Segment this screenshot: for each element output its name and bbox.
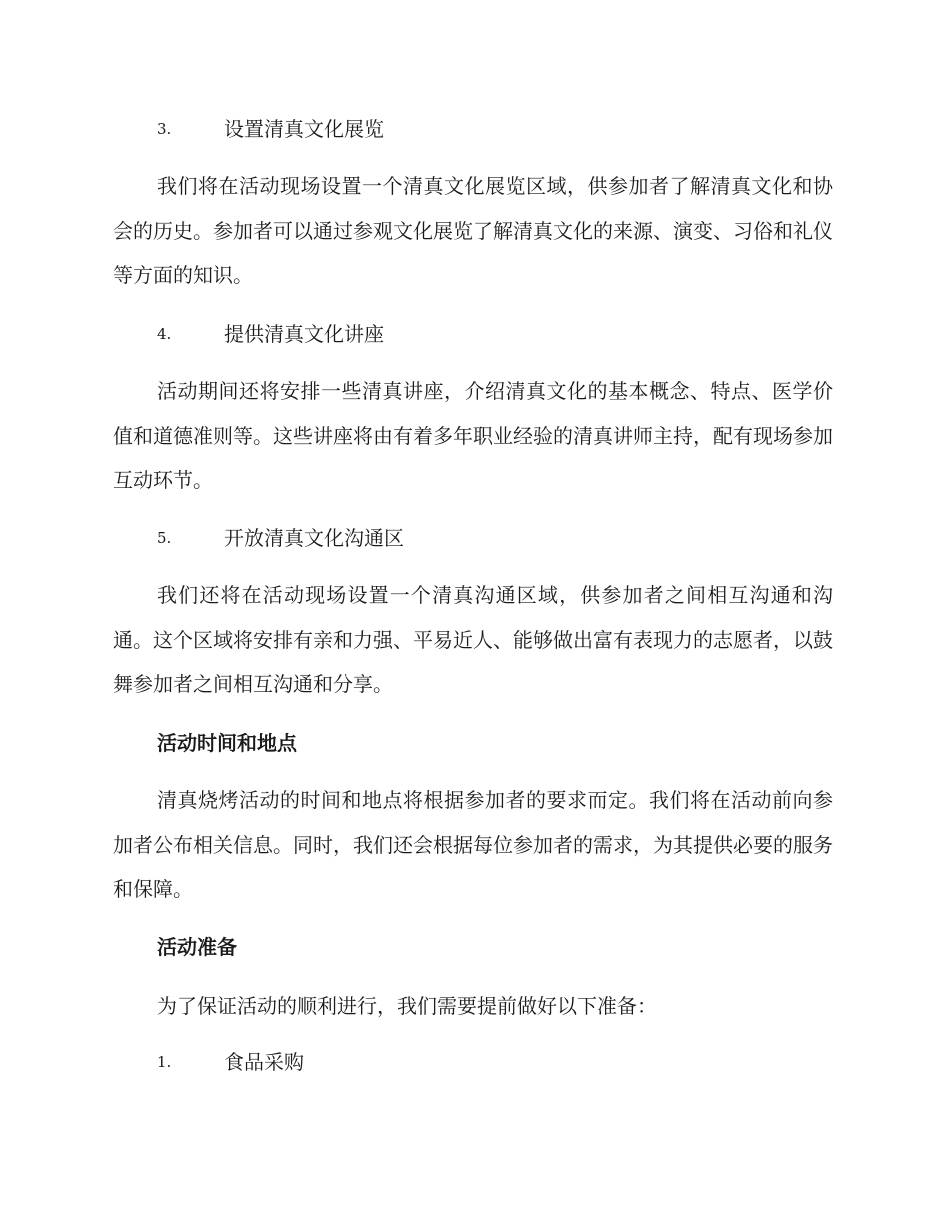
section-3-paragraph: 我们将在活动现场设置一个清真文化展览区域，供参加者了解清真文化和协会的历史。参加者可以通过参观文化展览了解清真文化的来源、演变、习俗和礼仪等方面的知识。	[113, 174, 833, 287]
preparation-intro: 为了保证活动的顺利进行，我们需要提前做好以下准备：	[157, 994, 657, 1018]
section-4-paragraph: 活动期间还将安排一些清真讲座，介绍清真文化的基本概念、特点、医学价值和道德准则等。这些讲座将由有着多年职业经验的清真讲师主持，配有现场参加互动环节。	[113, 379, 833, 492]
time-location-paragraph: 清真烧烤活动的时间和地点将根据参加者的要求而定。我们将在活动前向参加者公布相关信息。同时，我们还会根据每位参加者的需求，为其提供必要的服务和保障。	[113, 788, 833, 901]
list-title: 提供清真文化讲座	[224, 322, 384, 346]
section-5-paragraph: 我们还将在活动现场设置一个清真沟通区域，供参加者之间相互沟通和沟通。这个区域将安排有亲和力强、平易近人、能够做出富有表现力的志愿者，以鼓舞参加者之间相互沟通和分享。	[113, 583, 833, 696]
list-number: 4.	[157, 325, 172, 343]
heading-preparation: 活动准备	[157, 935, 237, 959]
list-item-4	[0, 319, 950, 349]
list-item-3	[0, 114, 950, 144]
list-number: 3.	[157, 120, 172, 138]
list-number: 1.	[157, 1053, 172, 1071]
list-item-5	[0, 523, 950, 553]
list-number: 5.	[157, 529, 172, 547]
list-title: 设置清真文化展览	[224, 117, 384, 141]
heading-time-location: 活动时间和地点	[157, 731, 297, 755]
list-title: 开放清真文化沟通区	[224, 526, 404, 550]
list-title: 食品采购	[224, 1050, 304, 1074]
list-item-1	[0, 1047, 950, 1077]
